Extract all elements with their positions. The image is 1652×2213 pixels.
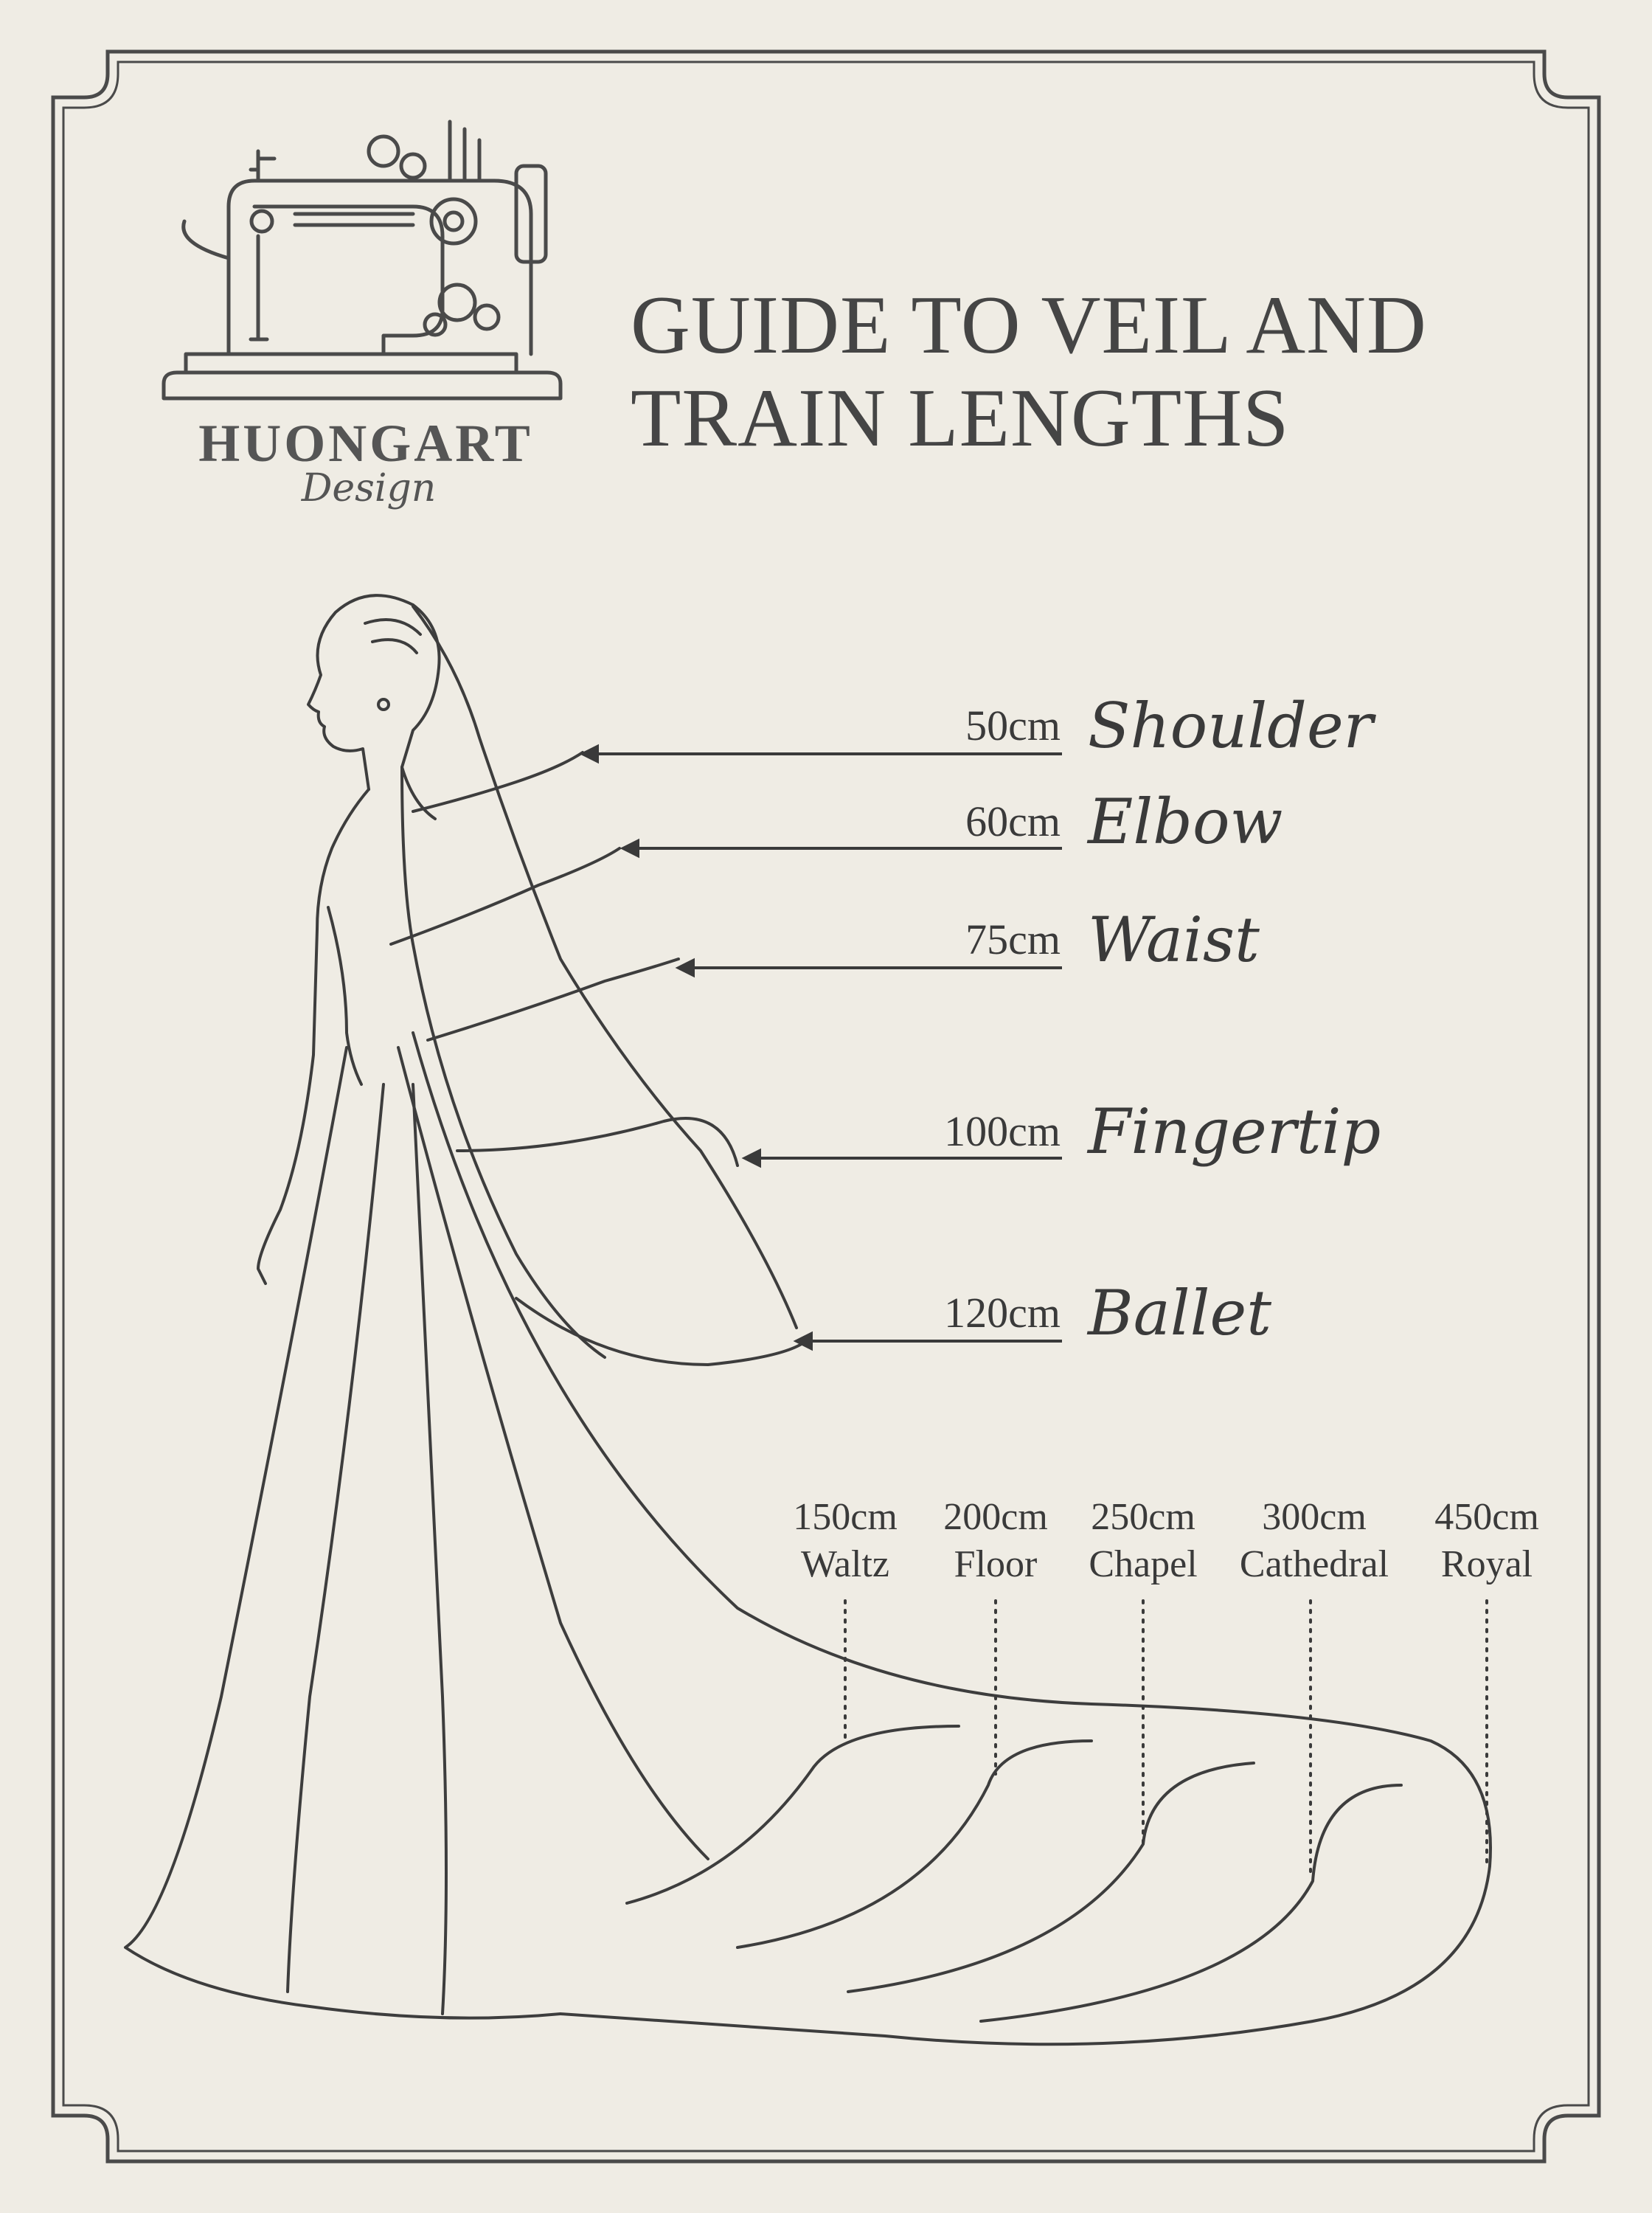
train-name-cathedral: Cathedral [1239,1543,1389,1585]
veil-length-fingertip: 100cm [944,1107,1061,1155]
title-line-1: GUIDE TO VEIL AND [631,280,1427,371]
train-label-floor [914,1494,1077,1588]
veil-length-elbow: 60cm [965,797,1061,845]
train-name-floor: Floor [954,1543,1038,1585]
page-title [631,279,1589,465]
logo-brand: HUONGART [198,414,533,473]
train-length-royal: 450cm [1434,1496,1539,1538]
veil-length-shoulder: 50cm [965,702,1061,749]
train-name-royal: Royal [1440,1543,1533,1585]
train-name-chapel: Chapel [1089,1543,1198,1585]
train-length-cathedral: 300cm [1262,1496,1367,1538]
veil-name-elbow: Elbow [1088,786,1283,858]
logo-subtitle: Design [301,466,437,510]
sewing-machine-icon [164,122,560,398]
veil-length-waist: 75cm [965,915,1061,963]
train-label-waltz [764,1494,926,1588]
bride-figure [125,595,1490,2044]
train-length-waltz: 150cm [793,1496,898,1538]
veil-name-ballet: Ballet [1088,1277,1272,1349]
train-guides [845,1601,1487,1877]
veil-name-shoulder: Shoulder [1088,690,1373,762]
veil-name-waist: Waist [1088,904,1260,976]
veil-name-fingertip: Fingertip [1088,1095,1381,1168]
title-line-2: TRAIN LENGTHS [631,373,1290,464]
train-length-chapel: 250cm [1091,1496,1195,1538]
train-length-floor: 200cm [943,1496,1048,1538]
train-label-chapel [1062,1494,1224,1588]
train-label-cathedral [1229,1494,1399,1588]
train-label-royal [1406,1494,1568,1588]
veil-length-ballet: 120cm [944,1289,1061,1337]
train-name-waltz: Waltz [801,1543,889,1585]
